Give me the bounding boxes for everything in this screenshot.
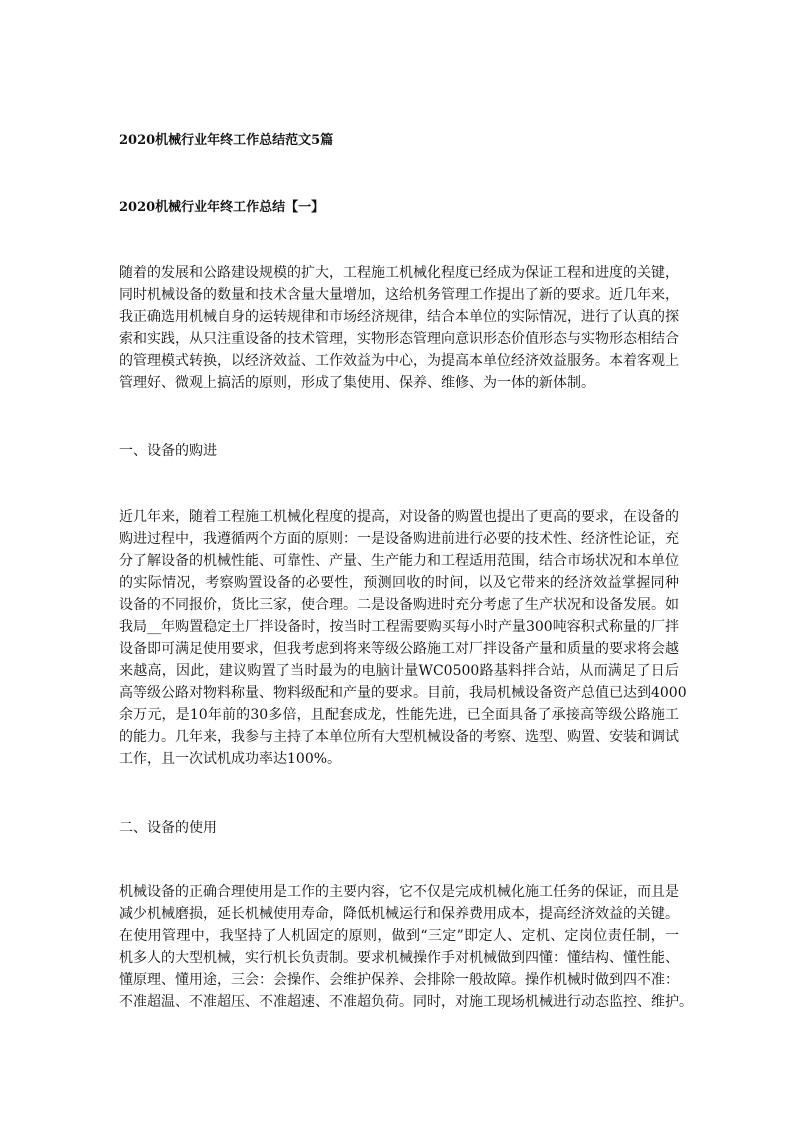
purchase-paragraph — [119, 506, 687, 770]
paragraph-line: 不准超温、不准超压、不准超速、不准超负荷。同时，对施工现场机械进行动态监控、维护。 — [119, 994, 693, 1010]
intro-paragraph — [119, 262, 679, 394]
paragraph-line: 管理好、微观上搞活的原则，形成了集使用、保养、维修、为一体的新体制。 — [119, 375, 595, 391]
paragraph-line: 机多人的大型机械，实行机长负责制。要求机械操作手对机械做到四懂：懂结构、懂性能、 — [119, 950, 679, 966]
paragraph-line: 随着的发展和公路建设规模的扩大，工程施工机械化程度已经成为保证工程和进度的关键， — [119, 265, 679, 281]
paragraph-line: 懂原理、懂用途，三会：会操作、会维护保养、会排除一般故障。操作机械时做到四不准： — [119, 972, 679, 988]
usage-paragraph — [119, 881, 693, 1013]
paragraph-line: 的实际情况，考察购置设备的必要性，预测回收的时间，以及它带来的经济效益掌握同种 — [119, 575, 679, 591]
paragraph-line: 我正确选用机械自身的运转规律和市场经济规律，结合本单位的实际情况，进行了认真的探 — [119, 309, 679, 325]
section-heading-usage: 二、设备的使用 — [119, 820, 217, 836]
paragraph-line: 的能力。几年来，我参与主持了本单位所有大型机械设备的考察、选型、购置、安装和调试 — [119, 729, 679, 745]
paragraph-line: 的管理模式转换，以经济效益、工作效益为中心，为提高本单位经济效益服务。本着客观上 — [119, 353, 679, 369]
paragraph-line: 索和实践，从只注重设备的技术管理，实物形态管理向意识形态价值形态与实物形态相结合 — [119, 331, 679, 347]
paragraph-line: 工作，且一次试机成功率达100%。 — [119, 751, 342, 767]
paragraph-line: 设备的不同报价，货比三家，使合理。二是设备购进时充分考虑了生产状况和设备发展。如 — [119, 597, 679, 613]
paragraph-line: 同时机械设备的数量和技术含量大量增加，这给机务管理工作提出了新的要求。近几年来， — [119, 287, 679, 303]
section-heading-purchase: 一、设备的购进 — [119, 443, 217, 459]
paragraph-line: 减少机械磨损，延长机械使用寿命，降低机械运行和保养费用成本，提高经济效益的关键。 — [119, 906, 679, 922]
paragraph-line: 我局__年购置稳定土厂拌设备时，按当时工程需要购买每小时产量300吨容积式称量的厂拌 — [119, 619, 679, 635]
paragraph-line: 近几年来，随着工程施工机械化程度的提高，对设备的购置也提出了更高的要求，在设备的 — [119, 509, 679, 525]
paragraph-line: 机械设备的正确合理使用是工作的主要内容，它不仅是完成机械化施工任务的保证，而且是 — [119, 884, 679, 900]
paragraph-line: 来越高，因此，建议购置了当时最为的电脑计量WC0500路基料拌合站，从而满足了日后 — [119, 663, 679, 679]
section-subtitle: 2020机械行业年终工作总结【一】 — [119, 200, 325, 215]
paragraph-line: 设备即可满足使用要求，但我考虑到将来等级公路施工对厂拌设备产量和质量的要求将会越 — [119, 641, 679, 657]
paragraph-line: 高等级公路对物料称量、物料级配和产量的要求。目前，我局机械设备资产总值已达到4000 — [119, 685, 687, 701]
paragraph-line: 分了解设备的机械性能、可靠性、产量、生产能力和工程适用范围，结合市场状况和本单位 — [119, 553, 679, 569]
paragraph-line: 余万元，是10年前的30多倍，且配套成龙，性能先进，已全面具备了承接高等级公路施工 — [119, 707, 679, 723]
document-title: 2020机械行业年终工作总结范文5篇 — [119, 133, 334, 148]
paragraph-line: 购进过程中，我遵循两个方面的原则：一是设备购进前进行必要的技术性、经济性论证，充 — [119, 531, 679, 547]
paragraph-line: 在使用管理中，我坚持了人机固定的原则，做到“三定”即定人、定机、定岗位责任制，一 — [119, 928, 679, 944]
